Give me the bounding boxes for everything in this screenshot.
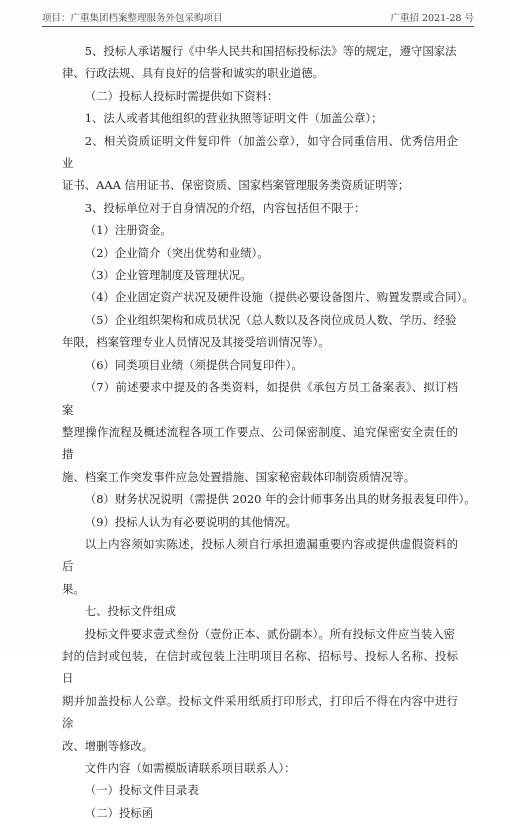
list-item: （5）企业组织架构和成员状况（总人数以及各岗位成员人数、学历、经验	[84, 312, 457, 327]
paragraph-line: 以上内容须如实陈述，投标人须自行承担遗漏重要内容或提供虚假资料的后	[62, 536, 458, 574]
list-item: （6）同类项目业绩（须提供合同复印件）。	[84, 357, 303, 372]
paragraph-line: 施、档案工作突发事件应急处置措施、国家秘密载体印制资质情况等。	[62, 469, 416, 484]
paragraph-line: 3、投标单位对于自身情况的介绍，内容包括但不限于：	[84, 200, 366, 215]
document-body	[62, 40, 476, 824]
paragraph-line: 年限，档案管理专业人员情况及其接受培训情况等）。	[62, 335, 330, 350]
list-item: （1）注册资金。	[84, 223, 172, 238]
list-item: （7）前述要求中提及的各类资料，如提供《承包方员工备案表》、拟订档案	[62, 380, 458, 417]
section-heading: （二）投标人投标时需提供如下资料：	[84, 88, 279, 103]
list-item: （2）企业简介（突出优势和业绩）。	[84, 245, 269, 260]
list-item: （二）投标函	[84, 805, 154, 820]
list-item: （8）财务状况说明（需提供 2020 年的会计师事务出具的财务报表复印件）。	[84, 492, 476, 507]
list-item: （一）投标文件目录表	[84, 783, 199, 798]
list-item: （4）企业固定资产状况及硬件设施（提供必要设备图片、购置发票或合同）。	[84, 290, 474, 305]
paragraph-line: 1、法人或者其他组织的营业执照等证明文件（加盖公章）；	[84, 111, 383, 126]
paragraph-line: 果。	[62, 581, 85, 596]
paragraph-line: 证书、AAA 信用证书、保密资质、国家档案管理服务类资质证明等；	[62, 178, 410, 193]
paragraph-line: 期并加盖投标人公章。投标文件采用纸质打印形式，打印后不得在内容中进行涂	[62, 693, 458, 731]
paragraph-line: 律、行政法规、具有良好的信誉和诚实的职业道德。	[62, 66, 324, 81]
paragraph-line: 改、增删等修改。	[62, 738, 154, 753]
paragraph-line: 整理操作流程及概述流程各项工作要点、公司保密制度、追究保密安全责任的措	[62, 424, 458, 462]
header-doc-number: 广重招 2021-28 号	[390, 13, 474, 24]
list-item: （3）企业管理制度及管理状况。	[84, 268, 252, 283]
list-item: （9）投标人认为有必要说明的其他情况。	[84, 514, 298, 529]
paragraph-line: 文件内容（如需模版请联系项目联系人）：	[84, 761, 296, 775]
section-heading: 七、投标文件组成	[84, 604, 176, 619]
paragraph-line: 封的信封或包装，在信封或包装上注明项目名称、招标号、投标人名称、投标日	[62, 648, 458, 686]
header-project: 项目：广重集团档案整理服务外包采购项目	[42, 13, 223, 24]
paragraph-line: 5、投标人承诺履行《中华人民共和国招标投标法》等的规定，遵守国家法	[84, 44, 457, 58]
paragraph-line: 2、相关资质证明文件复印件（加盖公章），如守合同重信用、优秀信用企业	[62, 133, 458, 171]
page-header	[42, 6, 474, 27]
paragraph-line: 投标文件要求壹式叁份（壹份正本、贰份副本）。所有投标文件应当装入密	[84, 626, 455, 641]
